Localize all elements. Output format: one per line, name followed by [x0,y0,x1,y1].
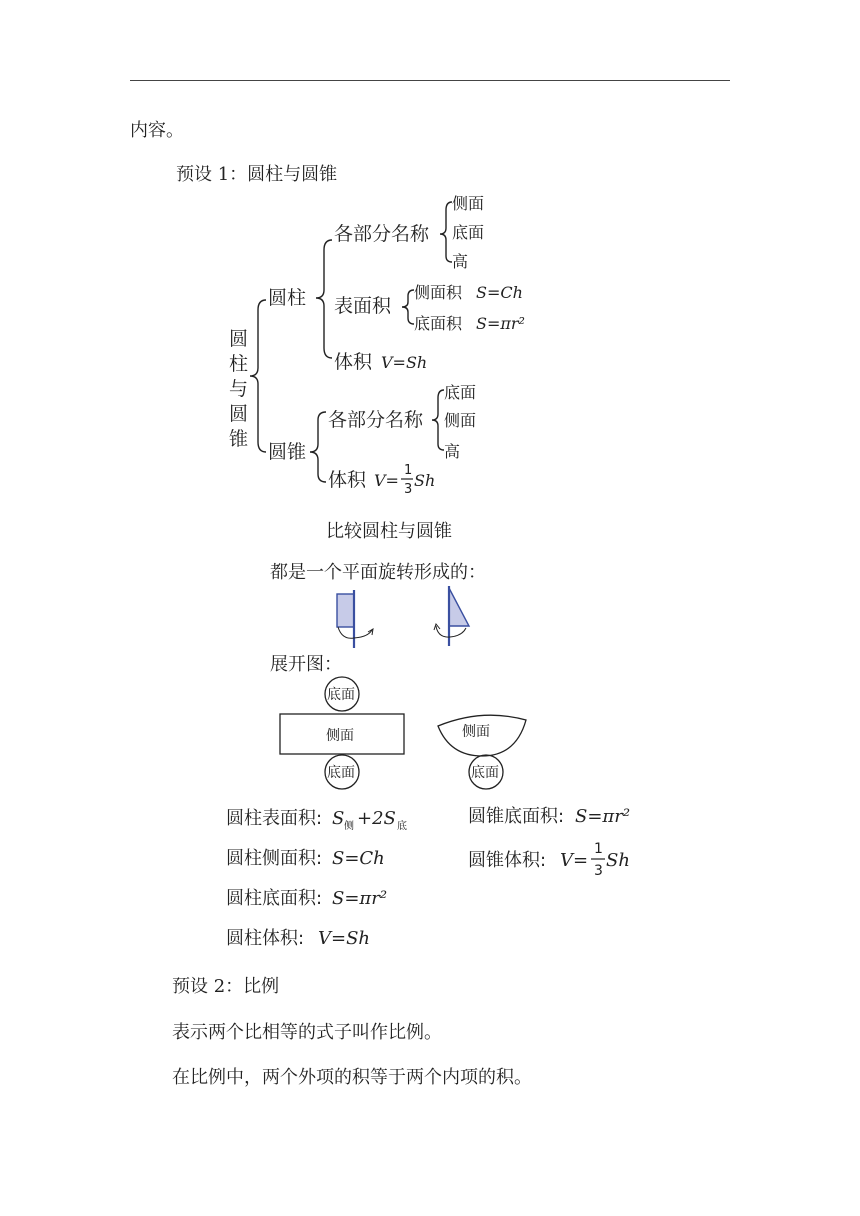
cone-label: 圆锥 [268,441,307,463]
preset-2-line-1: 在比例中，两个外项的积等于两个内项的积。 [172,1067,532,1088]
formula-left-3-label: 圆柱体积: [226,928,305,949]
formula-left-0-sub2: 底 [397,821,407,832]
header-rule [130,80,730,81]
root-char-2: 与 [229,378,249,400]
cone-lateral-label: 侧面 [462,724,490,740]
cone-brace [310,412,326,482]
base-area-label: 底面积 [414,314,463,333]
formula-left-0-mid: +2S [357,808,396,829]
formula-right-1-num: 1 [594,841,603,857]
cyl-volume-formula: V=Sh [381,353,428,372]
formula-left-2-math: S=πr² [332,888,388,909]
formula-right-1-prefix: V= [560,850,589,871]
cone-volume-prefix: V= [374,471,399,490]
cone-rotation-arrow [436,626,466,637]
formula-right-1-suffix: Sh [606,850,630,871]
cone-volume-label: 体积 [328,469,367,491]
cone-part-0: 底面 [444,383,477,402]
cyl-top-base-label: 底面 [327,687,355,703]
formula-right-0-math: S=πr² [575,806,631,827]
cone-frac-num: 1 [404,463,413,478]
formula-left-2-label: 圆柱底面积: [226,888,323,909]
formula-left-0-sub1: 侧 [344,821,354,832]
cone-part-1: 侧面 [444,411,477,430]
cyl-part-1: 底面 [452,223,485,242]
preset-1-title: 预设 1：圆柱与圆锥 [176,164,338,185]
rotation-text: 都是一个平面旋转形成的： [270,562,486,583]
formula-left-0-label: 圆柱表面积: [226,808,323,829]
cone-parts-label: 各部分名称 [328,409,424,431]
surface-brace [402,290,414,324]
formula-left-1-math: S=Ch [332,848,385,869]
formula-left-0-s: S [332,808,345,829]
lateral-formula: S=Ch [476,283,523,302]
preset-2-line-0: 表示两个比相等的式子叫作比例。 [172,1022,442,1043]
lateral-area-label: 侧面积 [414,283,463,302]
cyl-part-2: 高 [452,252,469,271]
nets-and-formulas [0,676,860,956]
cone-volume-suffix: Sh [414,471,436,490]
cylinder-brace [316,240,332,358]
root-char-0: 圆 [229,328,249,350]
formula-left-3-math: V=Sh [318,928,371,949]
cyl-lateral-label: 侧面 [326,728,354,744]
root-brace [250,300,266,452]
formula-right-1-label: 圆锥体积: [468,850,547,871]
cylinder-rotation-rect [337,594,354,627]
cone-base-label: 底面 [471,765,499,781]
root-char-3: 圆 [229,403,249,425]
surface-label: 表面积 [334,295,392,317]
cyl-volume-label: 体积 [334,351,373,373]
preset-2-title: 预设 2：比例 [172,976,280,997]
root-char-4: 锥 [229,428,249,450]
cone-frac-den: 3 [404,482,413,497]
formula-right-1-den: 3 [594,863,603,879]
intro-text: 内容。 [130,120,184,141]
cyl-parts-label: 各部分名称 [334,223,430,245]
compare-title: 比较圆柱与圆锥 [326,521,452,542]
root-char-1: 柱 [229,353,249,375]
cone-parts-brace [432,390,444,450]
knowledge-tree [0,190,860,700]
net-label: 展开图： [270,654,342,675]
cylinder-label: 圆柱 [268,287,307,309]
cyl-bottom-base-label: 底面 [327,765,355,781]
cone-part-2: 高 [444,442,461,461]
formula-right-0-label: 圆锥底面积: [468,806,565,827]
cyl-part-0: 侧面 [452,194,485,213]
cone-rotation-triangle [449,588,469,626]
formula-left-1-label: 圆柱侧面积: [226,848,323,869]
base-formula: S=πr² [476,314,525,333]
cyl-parts-brace [440,202,452,262]
